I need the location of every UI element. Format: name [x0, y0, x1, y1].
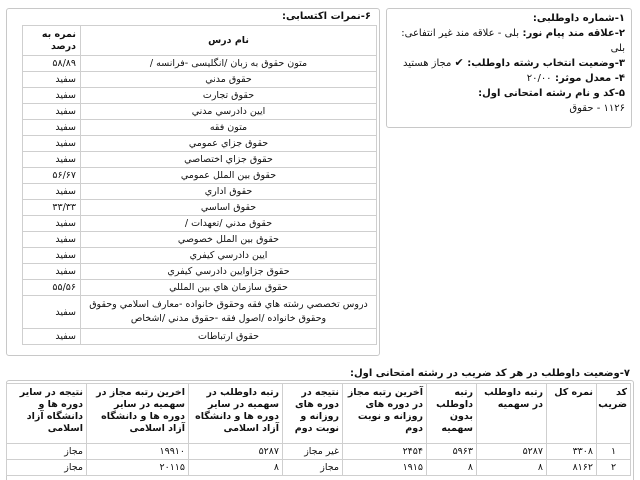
- grade-row: [23, 329, 377, 345]
- status-header-cell: اخرین رتبه مجاز در سهمیه در سایر دوره ها و دانشگاه آزاد اسلامی: [87, 384, 189, 444]
- status-header-cell: رتبه داوطلب بدون سهمیه: [427, 384, 477, 444]
- grade-cell: ۵۶/۶۷: [23, 168, 81, 184]
- course-name-cell: حقوق تجارت: [81, 88, 377, 104]
- course-name-cell: حقوق سازمان هاي بين المللي: [81, 280, 377, 296]
- grade-cell: سفيد: [23, 216, 81, 232]
- status-header-cell: نتیجه در سایر دوره ها و دانشگاه آزاد اسلامی: [7, 384, 87, 444]
- checkmark-icon: ✔: [454, 56, 464, 70]
- status-cell: مجاز: [7, 444, 87, 460]
- course-name-cell: حقوق جزاي عمومي: [81, 136, 377, 152]
- status-cell: ۳۳۰۸: [547, 444, 597, 460]
- status-cell: ۵۹۶۳: [427, 444, 477, 460]
- grade-cell: ۵۸/۸۹: [23, 56, 81, 72]
- status-cell: ۲۴۵۴: [343, 444, 427, 460]
- grade-row: [23, 152, 377, 168]
- grade-cell: ۵۵/۵۶: [23, 280, 81, 296]
- status-section-title: ۷-وضعیت داوطلب در هر کد ضریب در رشته امتحانی اول:: [350, 368, 630, 379]
- status-cell: ۸: [189, 460, 283, 476]
- payam-noor-interest: ۲-علاقه مند پیام نور: بلی - علاقه مند غیر انتفاعی:: [401, 27, 625, 39]
- status-cell: ۵۲۸۷: [189, 444, 283, 460]
- status-header-cell: کد ضریب: [597, 384, 631, 444]
- grades-header-row: [23, 26, 377, 56]
- status-cell: ۸۱۶۲: [547, 460, 597, 476]
- grade-cell: سفيد: [23, 329, 81, 345]
- applicant-info-panel: [386, 8, 632, 128]
- status-header-cell: نتیجه در دوره های روزانه و نوبت دوم: [283, 384, 343, 444]
- status-cell: غیر مجاز: [283, 444, 343, 460]
- status-cell: ۱۹۱۵: [343, 460, 427, 476]
- status-panel: [6, 380, 634, 480]
- status-body: [7, 444, 631, 476]
- grade-cell: سفيد: [23, 264, 81, 280]
- grade-cell: سفيد: [23, 296, 81, 329]
- course-name-cell: حقوق بين الملل خصوصي: [81, 232, 377, 248]
- grade-row: [23, 264, 377, 280]
- grades-panel: [6, 8, 380, 356]
- grade-row: [23, 104, 377, 120]
- status-header-cell: رتبه داوطلب در سهمیه: [477, 384, 547, 444]
- grade-row: [23, 136, 377, 152]
- status-row: [7, 460, 631, 476]
- course-name-cell: متون حقوق به زبان /انگلیسی -فرانسه /: [81, 56, 377, 72]
- course-name-cell: حقوق جزاوايين دادرسي كيفري: [81, 264, 377, 280]
- grade-row: [23, 216, 377, 232]
- status-cell: ۱۹۹۱۰: [87, 444, 189, 460]
- course-name-cell: حقوق اداري: [81, 184, 377, 200]
- grade-row: [23, 200, 377, 216]
- status-table: [6, 383, 631, 476]
- applicant-number-label: ۱-شماره داوطلبی:: [532, 13, 625, 24]
- grade-row: [23, 88, 377, 104]
- grades-table: [22, 25, 377, 345]
- course-name-cell: متون فقه: [81, 120, 377, 136]
- grade-cell: سفيد: [23, 152, 81, 168]
- grade-row: [23, 168, 377, 184]
- grades-title: ۶-نمرات اکتسابی:: [281, 11, 371, 22]
- course-name-cell: حقوق ارتباطات: [81, 329, 377, 345]
- status-header-cell: نمره کل: [547, 384, 597, 444]
- grade-row: [23, 296, 377, 329]
- grade-cell: سفيد: [23, 232, 81, 248]
- course-name-cell: حقوق اساسي: [81, 200, 377, 216]
- status-cell: مجاز: [7, 460, 87, 476]
- major-selection-status: ۳-وضعیت انتخاب رشته داوطلب: ✔ مجاز هستید: [402, 56, 625, 70]
- grade-cell: سفيد: [23, 248, 81, 264]
- status-cell: ۸: [427, 460, 477, 476]
- effective-gpa: ۴- معدل موثر: ۲۰/۰۰: [526, 73, 625, 85]
- course-name-cell: حقوق مدني: [81, 72, 377, 88]
- status-cell: مجاز: [283, 460, 343, 476]
- status-cell: ۱: [597, 444, 631, 460]
- grade-cell: سفيد: [23, 136, 81, 152]
- status-cell: ۲۰۱۱۵: [87, 460, 189, 476]
- grade-cell: سفيد: [23, 88, 81, 104]
- non-profit-interest-value: بلی: [610, 42, 625, 54]
- status-cell: ۸: [477, 460, 547, 476]
- course-name-cell: حقوق مدني /تعهدات /: [81, 216, 377, 232]
- grade-cell: سفيد: [23, 184, 81, 200]
- course-name-cell: ايين دادرسي كيفري: [81, 248, 377, 264]
- grade-cell: سفيد: [23, 104, 81, 120]
- course-name-cell: حقوق بين الملل عمومي: [81, 168, 377, 184]
- status-header-cell: رتبه داوطلب در سهمیه در سایر دوره ها و دانشگاه آزاد اسلامی: [189, 384, 283, 444]
- first-exam-major-value: ۱۱۲۶ - حقوق: [569, 102, 625, 114]
- grade-percent-header: نمره به درصد: [23, 26, 81, 56]
- status-header-cell: آخرین رتبه مجاز در دوره های روزانه و نوبت دوم: [343, 384, 427, 444]
- course-name-header: نام درس: [81, 26, 377, 56]
- grades-body: [23, 56, 377, 345]
- first-exam-major-label: ۵-کد و نام رشته امتحانی اول:: [478, 87, 625, 99]
- grade-row: [23, 120, 377, 136]
- course-name-cell: ايين دادرسي مدني: [81, 104, 377, 120]
- grade-cell: سفيد: [23, 72, 81, 88]
- grade-cell: سفيد: [23, 120, 81, 136]
- grade-row: [23, 248, 377, 264]
- status-cell: ۵۲۸۷: [477, 444, 547, 460]
- grade-row: [23, 72, 377, 88]
- status-header-row: [7, 384, 631, 444]
- grade-cell: ۳۳/۳۳: [23, 200, 81, 216]
- grade-row: [23, 280, 377, 296]
- course-name-cell: حقوق جزاي اختصاصي: [81, 152, 377, 168]
- grade-row: [23, 232, 377, 248]
- course-name-cell: دروس تخصصي رشته هاي فقه وحقوق خانواده -معارف اسلامي وحقوق وحقوق خانواده /اصول فقه -حقوق مدني /اشخاص: [81, 296, 377, 329]
- status-cell: ۲: [597, 460, 631, 476]
- status-row: [7, 444, 631, 460]
- grade-row: [23, 184, 377, 200]
- grade-row: [23, 56, 377, 72]
